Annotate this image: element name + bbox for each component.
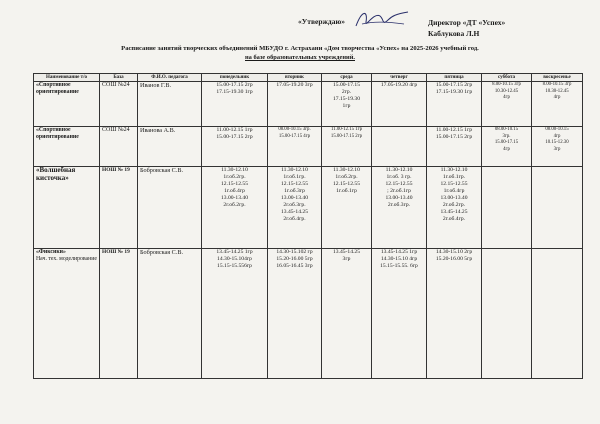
director-name: Каблукова Л.Н: [428, 29, 480, 38]
group-subtitle: Нач. тех. моделирование: [36, 256, 97, 262]
page-title: Расписание занятий творческих объединений МБУДО г. Астрахани «Дом творчества «Успех» на 2025-2026 учебный год.: [121, 45, 479, 52]
header-cell: воскресенье: [532, 74, 583, 82]
saturday-cell: 08.00-10.15 3гр. 15.00-17.15 4гр: [482, 127, 532, 167]
base-cell: СОШ №24: [100, 82, 138, 127]
teacher-cell: Иванов Г.В.: [138, 82, 202, 127]
group-name: «Спортивное ориентирование: [34, 82, 100, 127]
group-name: «Спортивное ориентирование: [34, 127, 100, 167]
header-cell: Наименование т/о: [34, 74, 100, 82]
thursday-cell: [372, 127, 427, 167]
friday-cell: 14.30-15.10 2гр 15.20-16.00 5гр: [427, 249, 482, 379]
signature-icon: [352, 6, 412, 32]
tuesday-cell: 08.00-10.15 3гр. 15.00-17.15 4гр: [268, 127, 322, 167]
thursday-cell: 13.45-14.25 1гр 14.30-15.10 4гр 15.15-15.55. 6гр: [372, 249, 427, 379]
sunday-cell: [532, 249, 583, 379]
wednesday-cell: 11.30-12.10 1г.об.2гр. 12.15-12.55 1г.об.1гр: [322, 167, 372, 249]
wednesday-cell: 13.45-14.25 3гр: [322, 249, 372, 379]
thursday-cell: 11.30-12.10 1г.об. 3 гр. 12.15-12.55 ; 2г.об.1гр 13.00-13.40 2г.об.3гр.: [372, 167, 427, 249]
teacher-cell: Бобровская С.В.: [138, 249, 202, 379]
saturday-cell: [482, 249, 532, 379]
friday-cell: 11.30-12.10 1г.об.1гр. 12.15-12.55 1г.об.4гр 13.00-13.40 2г.об.2гр. 13.45-14.25 2г.об.4гр.: [427, 167, 482, 249]
base-cell: НОШ № 19: [100, 167, 138, 249]
header-cell: Ф.И.О. педагога: [138, 74, 202, 82]
sunday-cell: 8.00-10.15 3гр 10.30-12.45 4гр: [532, 82, 583, 127]
header-cell: среда: [322, 74, 372, 82]
header-cell: понедельник: [202, 74, 268, 82]
tuesday-cell: 17.05-19.20 3гр: [268, 82, 322, 127]
page-subtitle: на базе образовательных учреждений.: [245, 54, 355, 61]
saturday-cell: [482, 167, 532, 249]
header-cell: вторник: [268, 74, 322, 82]
group-name: «Волшебная кисточка»: [36, 166, 76, 182]
friday-cell: 11.00-12.15 1гр 15.00-17.15 2гр: [427, 127, 482, 167]
table-row: [34, 127, 583, 167]
wednesday-cell: 15.00-17.15 2гр. 17.15-19.30 1гр: [322, 82, 372, 127]
sunday-cell: 08.00-10.15 4гр 10.15-12.30 3гр: [532, 127, 583, 167]
director-title: Директор «ДТ «Успех»: [428, 18, 506, 27]
schedule-table: [33, 73, 583, 379]
sunday-cell: [532, 167, 583, 249]
teacher-cell: Бобровская С.В.: [138, 167, 202, 249]
base-cell: НОШ № 19: [100, 249, 138, 379]
header-cell: четверг: [372, 74, 427, 82]
teacher-cell: Иванова А.В.: [138, 127, 202, 167]
monday-cell: 11.00-12.15 1гр 15.00-17.15 2гр: [202, 127, 268, 167]
tuesday-cell: 14.30-15.102 гр 15.20-16.00 5гр 16.05-16.45 3гр: [268, 249, 322, 379]
wednesday-cell: 11.00-12.15 1гр 15.00-17.15 2гр: [322, 127, 372, 167]
tuesday-cell: 11.30-12.10 1г.об.1гр. 12.15-12.55 1г.об.3гр 13.00-13.40 2г.об.3гр. 13.45-14.25 2г.об.4гр.: [268, 167, 322, 249]
header-cell: суббота: [482, 74, 532, 82]
header-cell: База: [100, 74, 138, 82]
approval-left: «Утверждаю»: [298, 17, 345, 26]
saturday-cell: 8.00-10.15 3гр 10.30-12.45 4гр: [482, 82, 532, 127]
table-row: [34, 82, 583, 127]
friday-cell: 15.00-17.15 2гр 17.15-19.30 1гр: [427, 82, 482, 127]
base-cell: СОШ №24: [100, 127, 138, 167]
group-name: «Фиксики»: [36, 249, 66, 255]
table-row: [34, 249, 583, 379]
monday-cell: 11.30-12.10 1г.об.2гр. 12.15-12.55 1г.об.4гр 13.00-13.40 2г.об.2гр.: [202, 167, 268, 249]
monday-cell: 15.00-17.15 2гр 17.15-19.30 1гр: [202, 82, 268, 127]
thursday-cell: 17.05-19.20 4гр: [372, 82, 427, 127]
header-row: [34, 74, 583, 82]
approval-right: [428, 17, 505, 39]
monday-cell: 13.45-14.25 1гр 14.30-15.104гр 15.15-15.556гр: [202, 249, 268, 379]
header-cell: пятница: [427, 74, 482, 82]
table-row: [34, 167, 583, 249]
